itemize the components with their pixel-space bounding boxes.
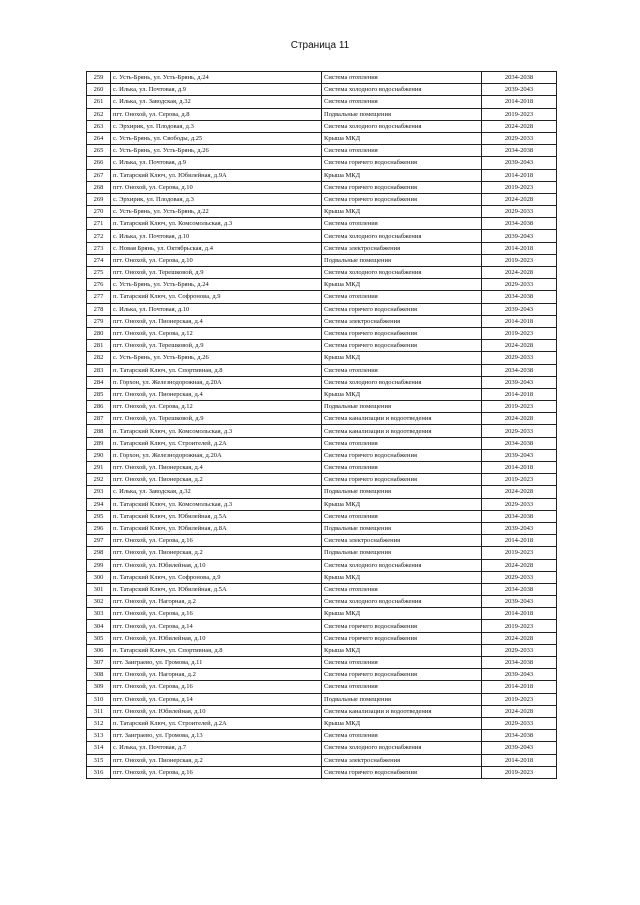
table-row <box>87 474 557 486</box>
system-cell: Система горячего водоснабжения <box>322 181 482 193</box>
table-row <box>87 620 557 632</box>
period-cell: 2024-2028 <box>482 705 557 717</box>
table-row <box>87 644 557 656</box>
address-cell: пгт. Онохой, ул. Пионерская, д.2 <box>111 547 322 559</box>
row-number-cell: 285 <box>87 388 111 400</box>
address-cell: пгт. Онохой, ул. Пионерская, д.2 <box>111 754 322 766</box>
system-cell: Подвальные помещения <box>322 522 482 534</box>
system-cell: Система отопления <box>322 364 482 376</box>
period-cell: 2039-2043 <box>482 157 557 169</box>
row-number-cell: 265 <box>87 145 111 157</box>
row-number-cell: 289 <box>87 437 111 449</box>
row-number-cell: 264 <box>87 132 111 144</box>
row-number-cell: 304 <box>87 620 111 632</box>
table-row <box>87 157 557 169</box>
table-row <box>87 352 557 364</box>
period-cell: 2024-2028 <box>482 120 557 132</box>
row-number-cell: 298 <box>87 547 111 559</box>
address-cell: с. Илька, ул. Почтовая, д.10 <box>111 303 322 315</box>
table-row <box>87 608 557 620</box>
table-row <box>87 254 557 266</box>
address-cell: п. Татарский Ключ, ул. Комсомольская, д.3 <box>111 498 322 510</box>
row-number-cell: 286 <box>87 401 111 413</box>
table-row <box>87 583 557 595</box>
address-cell: с. Эрхирик, ул. Плодовая, д.3 <box>111 120 322 132</box>
table-row <box>87 681 557 693</box>
row-number-cell: 283 <box>87 364 111 376</box>
system-cell: Крыша МКД <box>322 608 482 620</box>
table-row <box>87 327 557 339</box>
period-cell: 2034-2038 <box>482 291 557 303</box>
address-cell: п. Татарский Ключ, ул. Комсомольская, д.3 <box>111 218 322 230</box>
address-cell: пгт. Онохой, ул. Терешковой, д.9 <box>111 267 322 279</box>
table-row <box>87 413 557 425</box>
period-cell: 2029-2033 <box>482 206 557 218</box>
table-row <box>87 596 557 608</box>
row-number-cell: 276 <box>87 279 111 291</box>
address-cell: с. Эрхирик, ул. Плодовая, д.3 <box>111 193 322 205</box>
address-cell: с. Усть-Брянь, ул. Усть-Брянь, д.24 <box>111 279 322 291</box>
table-row <box>87 547 557 559</box>
period-cell: 2019-2023 <box>482 766 557 778</box>
system-cell: Система горячего водоснабжения <box>322 303 482 315</box>
address-cell: п. Татарский Ключ, ул. Софроновa, д.9 <box>111 571 322 583</box>
period-cell: 2034-2038 <box>482 72 557 84</box>
row-number-cell: 260 <box>87 84 111 96</box>
table-row <box>87 84 557 96</box>
system-cell: Система горячего водоснабжения <box>322 327 482 339</box>
row-number-cell: 303 <box>87 608 111 620</box>
period-cell: 2029-2033 <box>482 425 557 437</box>
table-row <box>87 376 557 388</box>
system-cell: Система канализации и водоотведения <box>322 425 482 437</box>
table-row <box>87 388 557 400</box>
row-number-cell: 299 <box>87 559 111 571</box>
row-number-cell: 284 <box>87 376 111 388</box>
table-row <box>87 510 557 522</box>
period-cell: 2039-2043 <box>482 669 557 681</box>
table-row <box>87 169 557 181</box>
system-cell: Система горячего водоснабжения <box>322 766 482 778</box>
row-number-cell: 306 <box>87 644 111 656</box>
period-cell: 2014-2018 <box>482 754 557 766</box>
repair-schedule-table <box>86 71 557 779</box>
period-cell: 2039-2043 <box>482 376 557 388</box>
table-row <box>87 766 557 778</box>
system-cell: Система электроснабжения <box>322 242 482 254</box>
address-cell: пгт. Онохой, ул. Серова, д.8 <box>111 108 322 120</box>
row-number-cell: 309 <box>87 681 111 693</box>
system-cell: Система холодного водоснабжения <box>322 84 482 96</box>
address-cell: пгт. Онохой, ул. Юбилейная, д.10 <box>111 559 322 571</box>
address-cell: п. Татарский Ключ, ул. Спортивная, д.8 <box>111 644 322 656</box>
system-cell: Система электроснабжения <box>322 535 482 547</box>
system-cell: Подвальные помещения <box>322 254 482 266</box>
period-cell: 2019-2023 <box>482 547 557 559</box>
system-cell: Подвальные помещения <box>322 401 482 413</box>
row-number-cell: 288 <box>87 425 111 437</box>
address-cell: с. Илька, ул. Почтовая, д.9 <box>111 157 322 169</box>
period-cell: 2034-2038 <box>482 583 557 595</box>
row-number-cell: 292 <box>87 474 111 486</box>
row-number-cell: 279 <box>87 315 111 327</box>
row-number-cell: 296 <box>87 522 111 534</box>
table-row <box>87 571 557 583</box>
period-cell: 2014-2018 <box>482 535 557 547</box>
table-row <box>87 462 557 474</box>
period-cell: 2024-2028 <box>482 267 557 279</box>
address-cell: пгт. Онохой, ул. Серова, д.16 <box>111 535 322 547</box>
row-number-cell: 268 <box>87 181 111 193</box>
address-cell: пгт. Онохой, ул. Серова, д.12 <box>111 401 322 413</box>
system-cell: Система холодного водоснабжения <box>322 230 482 242</box>
address-cell: пгт. Онохой, ул. Терешковой, д.9 <box>111 340 322 352</box>
period-cell: 2039-2043 <box>482 742 557 754</box>
table-row <box>87 303 557 315</box>
period-cell: 2034-2038 <box>482 218 557 230</box>
table-row <box>87 364 557 376</box>
table-row <box>87 230 557 242</box>
period-cell: 2014-2018 <box>482 96 557 108</box>
system-cell: Крыша МКД <box>322 206 482 218</box>
row-number-cell: 311 <box>87 705 111 717</box>
system-cell: Система отопления <box>322 681 482 693</box>
table-row <box>87 132 557 144</box>
row-number-cell: 270 <box>87 206 111 218</box>
table-row <box>87 120 557 132</box>
address-cell: п. Татарский Ключ, ул. Юбилейная, д.9А <box>111 169 322 181</box>
address-cell: пгт. Онохой, ул. Юбилейная, д.10 <box>111 705 322 717</box>
row-number-cell: 263 <box>87 120 111 132</box>
system-cell: Система отопления <box>322 510 482 522</box>
system-cell: Система отопления <box>322 145 482 157</box>
period-cell: 2024-2028 <box>482 486 557 498</box>
row-number-cell: 272 <box>87 230 111 242</box>
period-cell: 2029-2033 <box>482 352 557 364</box>
system-cell: Подвальные помещения <box>322 108 482 120</box>
system-cell: Система горячего водоснабжения <box>322 157 482 169</box>
period-cell: 2019-2023 <box>482 693 557 705</box>
row-number-cell: 280 <box>87 327 111 339</box>
row-number-cell: 282 <box>87 352 111 364</box>
address-cell: п. Татарский Ключ, ул. Юбилейная, д.5А <box>111 510 322 522</box>
period-cell: 2014-2018 <box>482 315 557 327</box>
system-cell: Система отопления <box>322 291 482 303</box>
table-row <box>87 754 557 766</box>
system-cell: Система горячего водоснабжения <box>322 669 482 681</box>
system-cell: Крыша МКД <box>322 571 482 583</box>
system-cell: Система холодного водоснабжения <box>322 559 482 571</box>
page-title: Страница 11 <box>290 40 350 51</box>
system-cell: Система горячего водоснабжения <box>322 632 482 644</box>
system-cell: Крыша МКД <box>322 498 482 510</box>
address-cell: с. Усть-Брянь, ул. Усть-Брянь, д.22 <box>111 206 322 218</box>
table-row <box>87 267 557 279</box>
system-cell: Система горячего водоснабжения <box>322 193 482 205</box>
address-cell: пгт. Онохой, ул. Серова, д.12 <box>111 327 322 339</box>
system-cell: Подвальные помещения <box>322 693 482 705</box>
period-cell: 2034-2038 <box>482 730 557 742</box>
table-row <box>87 498 557 510</box>
address-cell: п. Татарский Ключ, ул. Комсомольская, д.3 <box>111 425 322 437</box>
system-cell: Система горячего водоснабжения <box>322 340 482 352</box>
address-cell: п. Горхон, ул. Железнодорожная, д.20А <box>111 449 322 461</box>
period-cell: 2039-2043 <box>482 596 557 608</box>
system-cell: Система отопления <box>322 218 482 230</box>
period-cell: 2034-2038 <box>482 364 557 376</box>
period-cell: 2014-2018 <box>482 681 557 693</box>
period-cell: 2029-2033 <box>482 498 557 510</box>
period-cell: 2024-2028 <box>482 340 557 352</box>
period-cell: 2014-2018 <box>482 388 557 400</box>
table-row <box>87 401 557 413</box>
period-cell: 2019-2023 <box>482 401 557 413</box>
system-cell: Система отопления <box>322 437 482 449</box>
address-cell: пгт. Онохой, ул. Серова, д.10 <box>111 181 322 193</box>
period-cell: 2034-2038 <box>482 657 557 669</box>
period-cell: 2019-2023 <box>482 620 557 632</box>
system-cell: Подвальные помещения <box>322 486 482 498</box>
period-cell: 2034-2038 <box>482 437 557 449</box>
table-row <box>87 449 557 461</box>
row-number-cell: 308 <box>87 669 111 681</box>
table-row <box>87 486 557 498</box>
row-number-cell: 267 <box>87 169 111 181</box>
table-row <box>87 522 557 534</box>
address-cell: пгт. Онохой, ул. Серова, д.14 <box>111 693 322 705</box>
system-cell: Система горячего водоснабжения <box>322 449 482 461</box>
address-cell: п. Татарский Ключ, ул. Спортивная, д.8 <box>111 364 322 376</box>
system-cell: Система горячего водоснабжения <box>322 474 482 486</box>
address-cell: пгт. Онохой, ул. Пионерская, д.4 <box>111 462 322 474</box>
address-cell: п. Татарский Ключ, ул. Софроновa, д.9 <box>111 291 322 303</box>
system-cell: Система холодного водоснабжения <box>322 596 482 608</box>
system-cell: Система холодного водоснабжения <box>322 742 482 754</box>
table-row <box>87 717 557 729</box>
address-cell: с. Илька, ул. Почтовая, д.9 <box>111 84 322 96</box>
period-cell: 2014-2018 <box>482 242 557 254</box>
table-row <box>87 437 557 449</box>
system-cell: Система горячего водоснабжения <box>322 620 482 632</box>
period-cell: 2029-2033 <box>482 279 557 291</box>
table-row <box>87 96 557 108</box>
row-number-cell: 315 <box>87 754 111 766</box>
period-cell: 2029-2033 <box>482 644 557 656</box>
period-cell: 2019-2023 <box>482 254 557 266</box>
period-cell: 2034-2038 <box>482 510 557 522</box>
row-number-cell: 291 <box>87 462 111 474</box>
address-cell: п. Татарский Ключ, ул. Юбилейная, д.5А <box>111 583 322 595</box>
row-number-cell: 261 <box>87 96 111 108</box>
table-row <box>87 730 557 742</box>
row-number-cell: 287 <box>87 413 111 425</box>
row-number-cell: 273 <box>87 242 111 254</box>
table-row <box>87 559 557 571</box>
period-cell: 2014-2018 <box>482 608 557 620</box>
address-cell: пгт. Онохой, ул. Серова, д.10 <box>111 254 322 266</box>
row-number-cell: 310 <box>87 693 111 705</box>
address-cell: пгт. Заиграево, ул. Громова, д.11 <box>111 657 322 669</box>
address-cell: пгт. Онохой, ул. Серова, д.14 <box>111 620 322 632</box>
address-cell: п. Горхон, ул. Железнодорожная, д.20А <box>111 376 322 388</box>
row-number-cell: 290 <box>87 449 111 461</box>
period-cell: 2024-2028 <box>482 413 557 425</box>
table-row <box>87 632 557 644</box>
table-body <box>87 72 557 779</box>
row-number-cell: 269 <box>87 193 111 205</box>
period-cell: 2019-2023 <box>482 474 557 486</box>
address-cell: пгт. Онохой, ул. Серова, д.16 <box>111 681 322 693</box>
table-row <box>87 206 557 218</box>
period-cell: 2024-2028 <box>482 559 557 571</box>
address-cell: с. Новая Брянь, ул. Октябрьская, д.4 <box>111 242 322 254</box>
system-cell: Система канализации и водоотведения <box>322 413 482 425</box>
system-cell: Система канализации и водоотведения <box>322 705 482 717</box>
system-cell: Крыша МКД <box>322 644 482 656</box>
system-cell: Крыша МКД <box>322 717 482 729</box>
address-cell: пгт. Онохой, ул. Терешковой, д.9 <box>111 413 322 425</box>
period-cell: 2024-2028 <box>482 632 557 644</box>
system-cell: Система холодного водоснабжения <box>322 376 482 388</box>
address-cell: с. Илька, ул. Заводская, д.32 <box>111 486 322 498</box>
row-number-cell: 259 <box>87 72 111 84</box>
table-row <box>87 242 557 254</box>
row-number-cell: 293 <box>87 486 111 498</box>
address-cell: с. Усть-Брянь, ул. Усть-Брянь, д.26 <box>111 352 322 364</box>
row-number-cell: 305 <box>87 632 111 644</box>
row-number-cell: 314 <box>87 742 111 754</box>
address-cell: п. Татарский Ключ, ул. Юбилейная, д.8А <box>111 522 322 534</box>
system-cell: Система отопления <box>322 730 482 742</box>
address-cell: пгт. Онохой, ул. Пионерская, д.4 <box>111 388 322 400</box>
address-cell: пгт. Онохой, ул. Юбилейная, д.10 <box>111 632 322 644</box>
address-cell: пгт. Онохой, ул. Серова, д.16 <box>111 608 322 620</box>
period-cell: 2014-2018 <box>482 462 557 474</box>
system-cell: Система отопления <box>322 583 482 595</box>
table-row <box>87 340 557 352</box>
period-cell: 2029-2033 <box>482 132 557 144</box>
period-cell: 2039-2043 <box>482 303 557 315</box>
row-number-cell: 312 <box>87 717 111 729</box>
table-row <box>87 693 557 705</box>
address-cell: пгт. Онохой, ул. Нагорная, д.2 <box>111 669 322 681</box>
row-number-cell: 271 <box>87 218 111 230</box>
address-cell: пгт. Заиграево, ул. Громова, д.13 <box>111 730 322 742</box>
address-cell: с. Усть-Брянь, ул. Свободы, д.25 <box>111 132 322 144</box>
address-cell: пгт. Онохой, ул. Пионерская, д.2 <box>111 474 322 486</box>
row-number-cell: 313 <box>87 730 111 742</box>
row-number-cell: 278 <box>87 303 111 315</box>
row-number-cell: 262 <box>87 108 111 120</box>
address-cell: с. Илька, ул. Почтовая, д.7 <box>111 742 322 754</box>
system-cell: Крыша МКД <box>322 352 482 364</box>
system-cell: Система холодного водоснабжения <box>322 120 482 132</box>
table-row <box>87 145 557 157</box>
row-number-cell: 295 <box>87 510 111 522</box>
address-cell: с. Усть-Брянь, ул. Усть-Брянь, д.24 <box>111 72 322 84</box>
table-row <box>87 279 557 291</box>
system-cell: Система отопления <box>322 657 482 669</box>
table-row <box>87 742 557 754</box>
table-row <box>87 657 557 669</box>
table-row <box>87 193 557 205</box>
table-row <box>87 669 557 681</box>
period-cell: 2029-2033 <box>482 571 557 583</box>
period-cell: 2019-2023 <box>482 181 557 193</box>
system-cell: Крыша МКД <box>322 169 482 181</box>
address-cell: пгт. Онохой, ул. Серова, д.16 <box>111 766 322 778</box>
system-cell: Система отопления <box>322 462 482 474</box>
row-number-cell: 301 <box>87 583 111 595</box>
row-number-cell: 300 <box>87 571 111 583</box>
system-cell: Подвальные помещения <box>322 547 482 559</box>
period-cell: 2019-2023 <box>482 327 557 339</box>
address-cell: пгт. Онохой, ул. Пионерская, д.4 <box>111 315 322 327</box>
address-cell: с. Илька, ул. Заводская, д.32 <box>111 96 322 108</box>
row-number-cell: 277 <box>87 291 111 303</box>
system-cell: Крыша МКД <box>322 279 482 291</box>
row-number-cell: 302 <box>87 596 111 608</box>
system-cell: Система электроснабжения <box>322 315 482 327</box>
row-number-cell: 297 <box>87 535 111 547</box>
address-cell: с. Усть-Брянь, ул. Усть-Брянь, д.26 <box>111 145 322 157</box>
address-cell: с. Илька, ул. Почтовая, д.10 <box>111 230 322 242</box>
system-cell: Система отопления <box>322 72 482 84</box>
system-cell: Система холодного водоснабжения <box>322 267 482 279</box>
row-number-cell: 307 <box>87 657 111 669</box>
system-cell: Система электроснабжения <box>322 754 482 766</box>
row-number-cell: 266 <box>87 157 111 169</box>
table-row <box>87 535 557 547</box>
table-row <box>87 181 557 193</box>
system-cell: Система отопления <box>322 96 482 108</box>
period-cell: 2019-2023 <box>482 108 557 120</box>
table-row <box>87 291 557 303</box>
table-row <box>87 108 557 120</box>
row-number-cell: 281 <box>87 340 111 352</box>
row-number-cell: 274 <box>87 254 111 266</box>
table-row <box>87 705 557 717</box>
row-number-cell: 294 <box>87 498 111 510</box>
row-number-cell: 275 <box>87 267 111 279</box>
address-cell: п. Татарский Ключ, ул. Строителей, д.2А <box>111 437 322 449</box>
period-cell: 2039-2043 <box>482 522 557 534</box>
period-cell: 2039-2043 <box>482 230 557 242</box>
table-row <box>87 72 557 84</box>
address-cell: пгт. Онохой, ул. Нагорная, д.2 <box>111 596 322 608</box>
table-row <box>87 425 557 437</box>
period-cell: 2014-2018 <box>482 169 557 181</box>
period-cell: 2039-2043 <box>482 449 557 461</box>
period-cell: 2034-2038 <box>482 145 557 157</box>
period-cell: 2024-2028 <box>482 193 557 205</box>
system-cell: Крыша МКД <box>322 388 482 400</box>
table-row <box>87 218 557 230</box>
period-cell: 2039-2043 <box>482 84 557 96</box>
address-cell: п. Татарский Ключ, ул. Строителей, д.2А <box>111 717 322 729</box>
table-row <box>87 315 557 327</box>
row-number-cell: 316 <box>87 766 111 778</box>
period-cell: 2029-2033 <box>482 717 557 729</box>
system-cell: Крыша МКД <box>322 132 482 144</box>
